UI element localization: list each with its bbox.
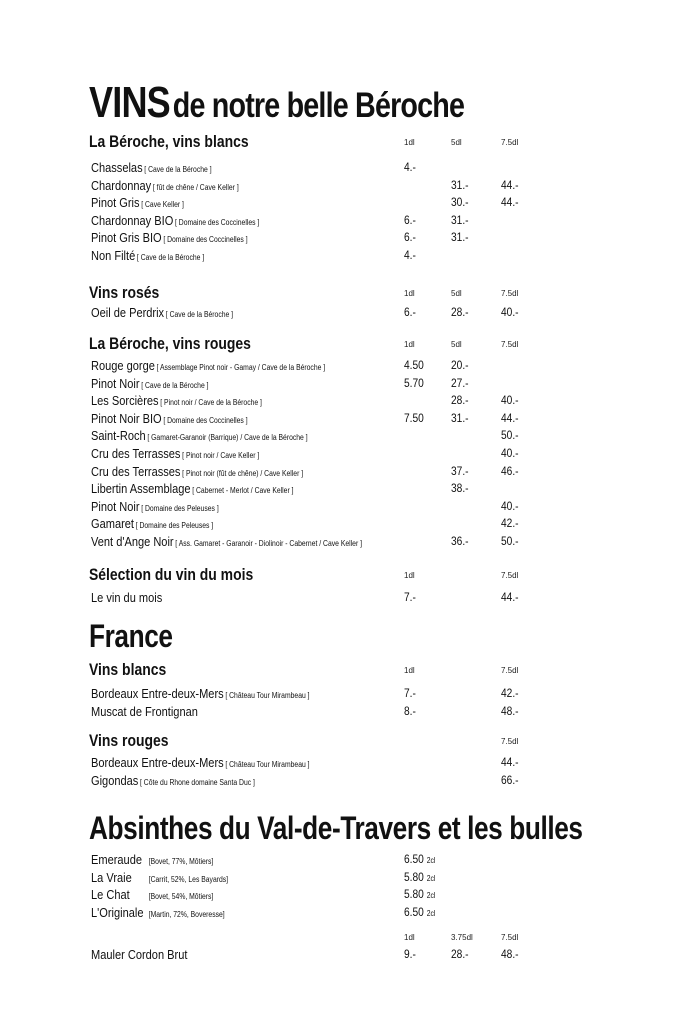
absinthe-name: Le Chat — [91, 887, 130, 903]
price-unit: 2cl — [426, 856, 436, 865]
item-note: [ Cave de la Béroche ] — [144, 165, 212, 174]
absinthe-note — [147, 887, 213, 902]
item-name — [91, 686, 310, 701]
item-price: 7.- — [404, 686, 416, 700]
item-note: [ Côte du Rhone domaine Santa Duc ] — [140, 777, 255, 787]
menu-row — [0, 704, 678, 722]
item-note: [ Gamaret-Garanoir (Barrique) / Cave de la Béroche ] — [147, 433, 308, 443]
menu-row — [0, 428, 678, 446]
item-label: Muscat de Frontignan — [91, 703, 198, 719]
item-price: 40.- — [501, 446, 519, 460]
item-price: 27.- — [451, 375, 469, 390]
item-note: [ Pinot noir / Cave Keller ] — [182, 451, 260, 460]
item-label: Rouge gorge — [91, 358, 155, 373]
item-name — [91, 590, 162, 605]
item-name: Mauler Cordon Brut — [91, 947, 188, 962]
price-unit: 2cl — [426, 873, 436, 883]
item-label: Pinot Noir — [91, 375, 140, 391]
item-name — [91, 305, 233, 320]
menu-row — [0, 464, 678, 482]
item-note: [ Domaine des Peleuses ] — [135, 521, 214, 531]
item-note: [ Cave de la Béroche ] — [165, 310, 234, 319]
item-price: 28.- — [451, 947, 469, 961]
item-note: [ Cave de la Béroche ] — [141, 380, 209, 390]
item-label: Pinot Noir — [91, 498, 140, 514]
item-label: Gigondas — [91, 772, 139, 788]
column-header: 3.75dl — [451, 933, 473, 942]
item-label: Vent d'Ange Noir — [91, 534, 174, 549]
column-header: 1dl — [404, 571, 415, 580]
menu-row — [0, 393, 678, 411]
item-price: 6.- — [404, 212, 416, 227]
menu-row — [0, 481, 678, 499]
item-name — [91, 464, 303, 479]
price-value: 5.80 — [404, 887, 424, 902]
item-note: [ Domaine des Coccinelles ] — [163, 235, 248, 245]
item-price: 50.- — [501, 534, 519, 548]
absinthe-price — [404, 852, 435, 866]
item-name — [91, 195, 184, 210]
item-price: 6.- — [404, 305, 416, 319]
title-vins: VINS — [89, 78, 170, 127]
item-price: 5.70 — [404, 375, 424, 390]
item-name — [91, 178, 239, 193]
item-price: 30.- — [451, 195, 469, 210]
item-price: 20.- — [451, 358, 469, 372]
item-price: 8.- — [404, 703, 416, 718]
menu-row — [0, 534, 678, 552]
column-header: 1dl — [404, 340, 415, 349]
item-note: [ Cave de la Béroche ] — [136, 253, 205, 262]
column-header: 5dl — [451, 138, 462, 147]
item-name — [91, 358, 325, 373]
item-price: 31.- — [451, 177, 469, 192]
item-label: Pinot Noir BIO — [91, 410, 162, 426]
column-header: 5dl — [451, 289, 462, 298]
item-price: 9.- — [404, 947, 416, 961]
price-unit: 2cl — [426, 908, 436, 918]
item-note: [ Cabernet - Merlot / Cave Keller ] — [192, 486, 294, 496]
item-name — [91, 516, 213, 531]
absinthe-name: L'Originale — [91, 904, 144, 920]
item-name — [91, 481, 293, 496]
item-label: Chardonnay BIO — [91, 212, 174, 228]
price-value: 5.80 — [404, 869, 424, 884]
title-rest: de notre belle Béroche — [172, 86, 465, 125]
item-label: Saint-Roch — [91, 428, 146, 444]
item-note: [Bovet, 54%, Môtiers] — [148, 892, 214, 902]
menu-row — [0, 852, 678, 870]
section-heading: Sélection du vin du mois — [89, 565, 254, 584]
menu-row — [0, 755, 678, 773]
item-name — [91, 248, 204, 263]
item-price: 40.- — [501, 498, 519, 513]
price-value: 6.50 — [404, 852, 424, 866]
item-name — [91, 534, 362, 549]
column-header: 7.5dl — [501, 289, 519, 298]
item-label: Chasselas — [91, 160, 143, 175]
item-price: 38.- — [451, 481, 469, 496]
absinthe-price — [404, 870, 435, 884]
item-label: Les Sorcières — [91, 393, 159, 409]
menu-row — [0, 305, 678, 323]
menu-row — [0, 887, 678, 905]
item-note: [ Domaine des Peleuses ] — [141, 503, 219, 513]
column-header: 7.5dl — [501, 737, 519, 746]
item-name — [91, 755, 310, 770]
item-price: 42.- — [501, 686, 519, 700]
menu-row — [0, 590, 678, 608]
column-header: 7.5dl — [501, 138, 519, 147]
column-header: 7.5dl — [501, 933, 519, 942]
menu-row — [0, 446, 678, 464]
item-price: 42.- — [501, 516, 519, 531]
item-price: 31.- — [451, 212, 469, 227]
item-label: Libertin Assemblage — [91, 481, 191, 497]
item-label: Non Filté — [91, 248, 136, 263]
item-label: Pinot Gris — [91, 195, 140, 211]
item-price: 31.- — [451, 410, 469, 425]
france-heading: France — [89, 618, 173, 654]
section-heading: Vins rouges — [89, 731, 169, 750]
section-heading: Vins blancs — [89, 660, 167, 679]
item-price: 37.- — [451, 463, 469, 478]
item-label: Cru des Terrasses — [91, 463, 181, 479]
menu-row — [0, 248, 678, 266]
item-note: [Carrit, 52%, Les Bayards] — [148, 874, 229, 884]
item-note: [ Château Tour Mirambeau ] — [225, 760, 310, 769]
item-price: 66.- — [501, 772, 519, 787]
item-price: 4.- — [404, 160, 416, 174]
column-header: 1dl — [404, 666, 415, 675]
item-price: 28.- — [451, 393, 469, 408]
item-note: [Bovet, 77%, Môtiers] — [148, 857, 214, 866]
column-header: 7.5dl — [501, 666, 519, 675]
item-note: [ Cave Keller ] — [141, 200, 184, 210]
column-header: 5dl — [451, 340, 462, 349]
section-heading: La Béroche, vins rouges — [89, 334, 251, 353]
section-heading: La Béroche, vins blancs — [89, 132, 249, 151]
item-name — [91, 376, 208, 391]
item-note: [ Pinot noir (fût de chêne) / Cave Keller ] — [182, 468, 304, 478]
item-note: [ Ass. Gamaret - Garanoir - Diolinoir - Cabernet / Cave Keller ] — [175, 539, 362, 548]
menu-row — [0, 195, 678, 213]
item-label: Oeil de Perdrix — [91, 305, 165, 320]
item-name — [91, 411, 248, 426]
item-name — [91, 499, 219, 514]
item-price: 48.- — [501, 947, 519, 961]
item-price: 31.- — [451, 230, 469, 245]
menu-row — [0, 870, 678, 888]
column-header: 1dl — [404, 289, 415, 298]
item-note: [ Domaine des Coccinelles ] — [175, 217, 260, 227]
item-note: [ Pinot noir / Cave de la Béroche ] — [160, 398, 262, 408]
item-name — [91, 160, 212, 175]
item-label: Bordeaux Entre-deux-Mers — [91, 686, 224, 701]
menu-row — [0, 905, 678, 923]
item-name — [91, 446, 259, 461]
item-note: [ fût de chêne / Cave Keller ] — [152, 182, 239, 192]
item-note: [ Château Tour Mirambeau ] — [225, 691, 310, 700]
column-header: 1dl — [404, 933, 415, 942]
item-name — [91, 773, 255, 788]
menu-row — [0, 213, 678, 231]
item-label: Cru des Terrasses — [91, 446, 181, 461]
absinthes-heading: Absinthes du Val-de-Travers et les bulles — [89, 810, 583, 846]
item-label: Bordeaux Entre-deux-Mers — [91, 755, 224, 770]
column-header: 7.5dl — [501, 571, 519, 580]
item-label: Pinot Gris BIO — [91, 230, 162, 246]
item-price: 44.- — [501, 177, 519, 192]
menu-row — [0, 358, 678, 376]
menu-row — [0, 160, 678, 178]
menu-row — [0, 947, 678, 965]
item-price: 40.- — [501, 305, 519, 319]
item-price: 44.- — [501, 755, 519, 769]
absinthe-note — [147, 905, 225, 920]
page-title — [89, 78, 464, 128]
item-note: [Martin, 72%, Boveresse] — [148, 909, 225, 919]
absinthe-note — [147, 870, 228, 885]
absinthe-price — [404, 887, 435, 901]
item-price: 28.- — [451, 305, 469, 319]
item-price: 6.- — [404, 230, 416, 245]
item-price: 48.- — [501, 703, 519, 718]
item-label: Gamaret — [91, 516, 134, 532]
item-note: [ Assemblage Pinot noir - Gamay / Cave de la Béroche ] — [156, 363, 326, 372]
item-price: 50.- — [501, 428, 519, 443]
item-price: 44.- — [501, 590, 519, 604]
price-value: 6.50 — [404, 904, 424, 919]
item-price: 7.- — [404, 590, 416, 604]
item-price: 44.- — [501, 195, 519, 210]
item-label: Le vin du mois — [91, 590, 163, 605]
menu-row — [0, 686, 678, 704]
section-heading: Vins rosés — [89, 283, 160, 302]
item-note: [ Domaine des Coccinelles ] — [163, 415, 248, 425]
item-price: 46.- — [501, 463, 519, 478]
item-name — [91, 704, 198, 719]
menu-row — [0, 230, 678, 248]
item-label: Chardonnay — [91, 177, 152, 193]
menu-row — [0, 411, 678, 429]
item-price: 4.- — [404, 248, 416, 262]
absinthe-name: Emeraude — [91, 852, 142, 867]
price-unit: 2cl — [426, 891, 436, 901]
menu-row — [0, 178, 678, 196]
item-price: 4.50 — [404, 358, 424, 372]
item-price: 36.- — [451, 534, 469, 548]
item-price: 7.50 — [404, 410, 424, 425]
item-name — [91, 393, 262, 408]
item-name — [91, 230, 248, 245]
item-price: 40.- — [501, 393, 519, 408]
absinthe-name: La Vraie — [91, 869, 132, 885]
menu-row — [0, 773, 678, 791]
item-name — [91, 428, 308, 443]
menu-row — [0, 499, 678, 517]
column-header: 1dl — [404, 138, 415, 147]
menu-row — [0, 376, 678, 394]
column-header: 7.5dl — [501, 340, 519, 349]
absinthe-price — [404, 905, 435, 919]
item-name — [91, 213, 259, 228]
item-price: 44.- — [501, 410, 519, 425]
menu-row — [0, 516, 678, 534]
absinthe-note — [147, 852, 213, 867]
